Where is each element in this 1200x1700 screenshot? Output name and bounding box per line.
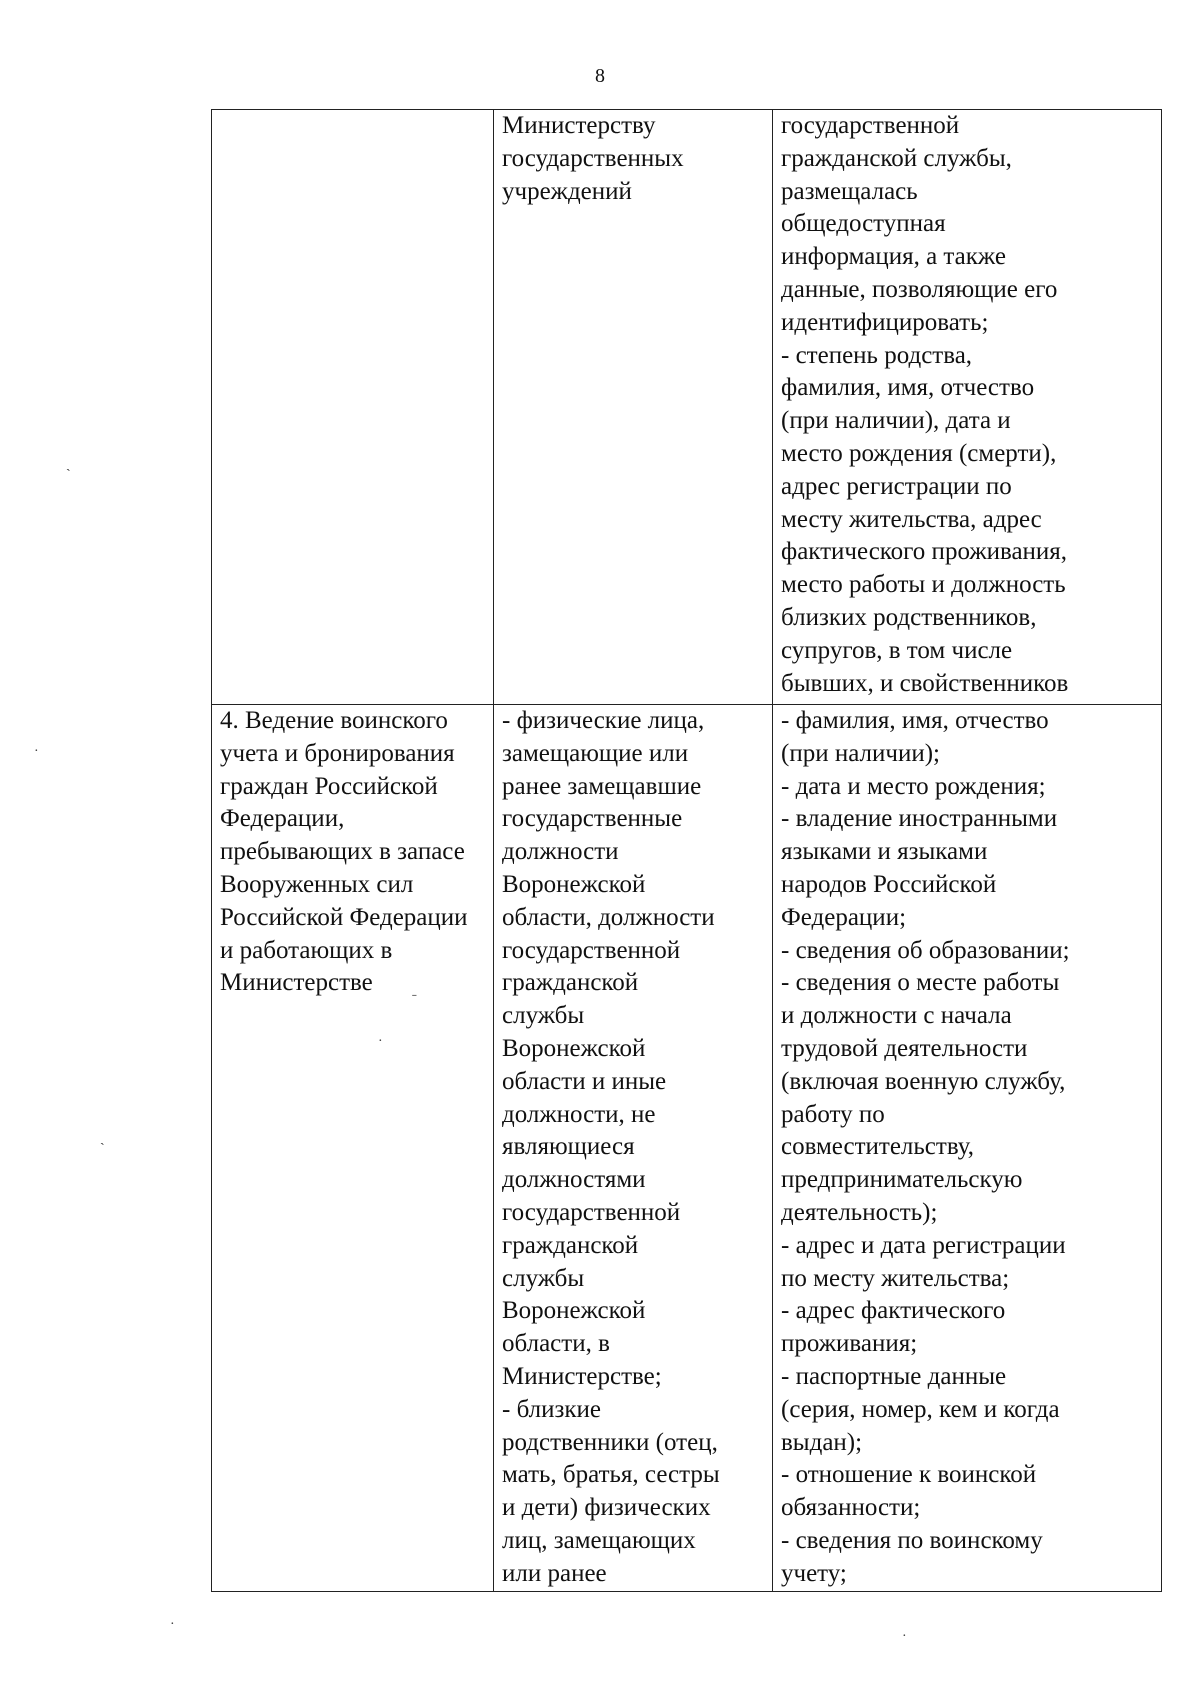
cell-text: - фамилия, имя, отчество (при наличии); - дата и место рождения; - владение иностранными языками и языками народов Российской Федерации; - сведения об образовании; - сведения о месте работы и должности с начала трудовой деятельности (включая военную службу, работу по совместительству, предпринимательскую деятельность); - адрес и дата регистрации по месту жительства; - адрес фактического проживания; - паспортные данные (серия, номер, кем и когда выдан); - отношение к воинской обязанности; - сведения по воинскому учету; bbox=[781, 707, 1070, 1587]
page-number: 8 bbox=[595, 65, 605, 87]
personal-data-table bbox=[211, 109, 1162, 1592]
scan-speck: · bbox=[902, 1629, 907, 1644]
scan-speck: · bbox=[378, 1034, 383, 1049]
scan-speck: ˏ bbox=[66, 457, 71, 472]
table-cell-subjects bbox=[494, 705, 773, 1592]
cell-text: Министерству государственных учреждений bbox=[502, 112, 684, 205]
scan-speck: · bbox=[34, 744, 39, 759]
table-cell-purpose bbox=[212, 110, 494, 705]
table-cell-subjects bbox=[494, 110, 773, 705]
scan-speck: · bbox=[170, 1617, 175, 1632]
table-cell-purpose bbox=[212, 705, 494, 1592]
scan-speck: ˏ bbox=[100, 1131, 105, 1146]
cell-text: 4. Ведение воинского учета и бронирования граждан Российской Федерации, пребывающих в запасе Вооруженных сил Российской Федерации и работающих в Министерстве bbox=[220, 707, 468, 997]
cell-text: государственной гражданской службы, размещалась общедоступная информация, а также данные, позволяющие его идентифицировать; - степень родства, фамилия, имя, отчество (при наличии), дата и место рождения (смерти), адрес регистрации по месту жительства, адрес фактического проживания, место работы и должность близких родственников, супругов, в том числе бывших, и свойственников bbox=[781, 112, 1069, 697]
cell-text: - физические лица, замещающие или ранее замещавшие государственные должности Воронежской области, должности государственной гражданской службы Воронежской области и иные должности, не являющиеся должностями государственной гражданской службы Воронежской области, в Министерстве; - близкие родственники (отец, мать, братья, сестры и дети) физических лиц, замещающих или ранее bbox=[502, 707, 720, 1587]
table-row bbox=[212, 705, 1162, 1592]
table-cell-data-categories bbox=[773, 110, 1162, 705]
table-row bbox=[212, 110, 1162, 705]
table-cell-data-categories bbox=[773, 705, 1162, 1592]
scan-speck: ˍ bbox=[412, 983, 417, 998]
